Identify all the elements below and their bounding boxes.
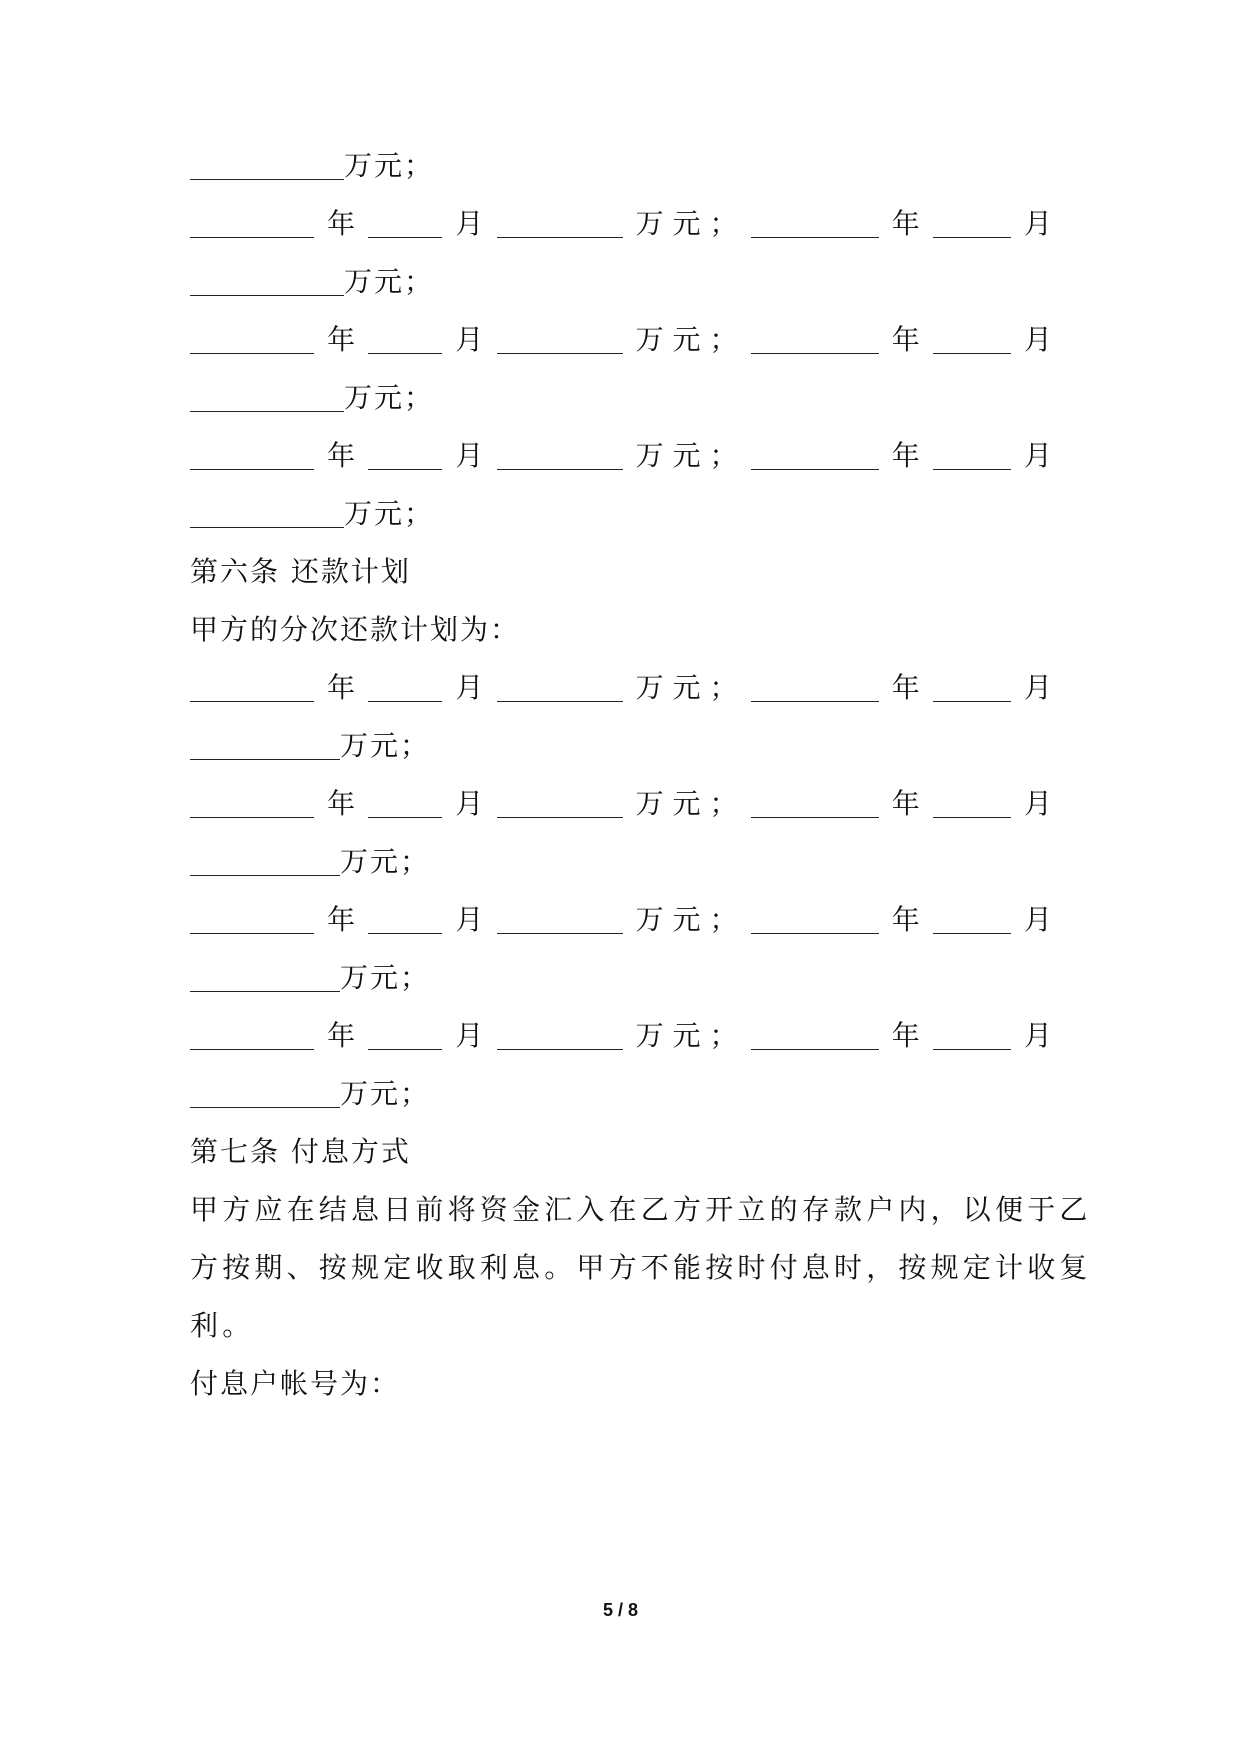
amount-blank [497, 209, 623, 238]
year-label: 年 [327, 671, 356, 704]
year-label: 年 [327, 207, 356, 240]
year-blank [751, 789, 879, 818]
article-7-paragraph-line: 甲方应在结息日前将资金汇入在乙方开立的存款户内，以便于乙 [190, 1193, 1092, 1226]
month-label: 月 [455, 1019, 484, 1052]
unit-label: 万 元 ； [635, 671, 738, 704]
amount-blank [190, 731, 340, 760]
year-blank [751, 905, 879, 934]
year-blank [751, 673, 879, 702]
year-blank [190, 325, 314, 354]
month-label: 月 [1023, 787, 1052, 820]
year-blank [190, 441, 314, 470]
month-label: 月 [1023, 439, 1052, 472]
amount-blank [497, 789, 623, 818]
unit-label: 万元； [340, 1077, 431, 1110]
month-label: 月 [455, 787, 484, 820]
unit-label: 万 元 ； [635, 1019, 738, 1052]
month-blank [368, 789, 442, 818]
year-label: 年 [891, 787, 920, 820]
year-blank [751, 1021, 879, 1050]
unit-label: 万 元 ； [635, 903, 738, 936]
month-blank [368, 905, 442, 934]
month-blank [933, 905, 1011, 934]
unit-label: 万元； [344, 149, 435, 182]
schedule-row [190, 436, 1052, 476]
month-label: 月 [1023, 671, 1052, 704]
year-label: 年 [327, 1019, 356, 1052]
year-label: 年 [891, 1019, 920, 1052]
month-label: 月 [455, 903, 484, 936]
unit-label: 万元； [340, 729, 431, 762]
schedule-row [190, 900, 1052, 940]
unit-label: 万元； [340, 845, 431, 878]
month-label: 月 [455, 671, 484, 704]
year-blank [190, 209, 314, 238]
amount-blank [497, 441, 623, 470]
amount-blank [497, 1021, 623, 1050]
month-label: 月 [455, 439, 484, 472]
schedule-row [190, 784, 1052, 824]
schedule-tail-line [190, 726, 1052, 766]
unit-label: 万元； [340, 961, 431, 994]
month-blank [368, 441, 442, 470]
unit-label: 万元； [344, 381, 435, 414]
year-label: 年 [327, 903, 356, 936]
year-label: 年 [327, 787, 356, 820]
year-blank [751, 209, 879, 238]
schedule-tail-line [190, 262, 1052, 302]
page-number: 5 / 8 [602, 1600, 639, 1620]
unit-label: 万 元 ； [635, 207, 738, 240]
month-blank [933, 789, 1011, 818]
schedule-row [190, 1016, 1052, 1056]
amount-blank [190, 151, 344, 180]
amount-blank [497, 905, 623, 934]
unit-label: 万 元 ； [635, 787, 738, 820]
year-label: 年 [891, 323, 920, 356]
month-blank [933, 325, 1011, 354]
month-blank [368, 325, 442, 354]
unit-label: 万 元 ； [635, 439, 738, 472]
article-7-paragraph-line: 方按期、按规定收取利息。甲方不能按时付息时，按规定计收复 [190, 1251, 1092, 1284]
schedule-tail-line [190, 842, 1052, 882]
month-label: 月 [455, 323, 484, 356]
year-label: 年 [327, 323, 356, 356]
amount-blank [497, 325, 623, 354]
article-7-heading: 第七条 付息方式 [190, 1135, 411, 1168]
schedule-row [190, 204, 1052, 244]
schedule-tail-line [190, 146, 1052, 186]
schedule-row [190, 668, 1052, 708]
schedule-row [190, 320, 1052, 360]
schedule-tail-line [190, 378, 1052, 418]
month-blank [933, 209, 1011, 238]
year-blank [751, 325, 879, 354]
month-blank [933, 441, 1011, 470]
month-blank [368, 1021, 442, 1050]
year-blank [190, 1021, 314, 1050]
amount-blank [190, 847, 340, 876]
month-label: 月 [1023, 207, 1052, 240]
year-blank [190, 905, 314, 934]
month-label: 月 [1023, 1019, 1052, 1052]
month-blank [933, 1021, 1011, 1050]
unit-label: 万元； [344, 265, 435, 298]
year-blank [190, 789, 314, 818]
amount-blank [190, 383, 344, 412]
amount-blank [190, 1079, 340, 1108]
amount-blank [190, 963, 340, 992]
month-blank [933, 673, 1011, 702]
month-label: 月 [1023, 903, 1052, 936]
article-7-paragraph-line: 利。 [190, 1309, 255, 1342]
year-label: 年 [891, 671, 920, 704]
year-blank [751, 441, 879, 470]
schedule-tail-line [190, 958, 1052, 998]
schedule-tail-line [190, 1074, 1052, 1114]
unit-label: 万 元 ； [635, 323, 738, 356]
month-label: 月 [455, 207, 484, 240]
amount-blank [190, 267, 344, 296]
month-blank [368, 209, 442, 238]
year-label: 年 [891, 439, 920, 472]
year-label: 年 [327, 439, 356, 472]
amount-blank [190, 499, 344, 528]
year-blank [190, 673, 314, 702]
article-6-heading: 第六条 还款计划 [190, 555, 411, 588]
year-label: 年 [891, 903, 920, 936]
article-6-intro: 甲方的分次还款计划为： [190, 613, 521, 646]
month-blank [368, 673, 442, 702]
month-label: 月 [1023, 323, 1052, 356]
unit-label: 万元； [344, 497, 435, 530]
account-number-label: 付息户帐号为： [190, 1367, 401, 1400]
year-label: 年 [891, 207, 920, 240]
schedule-tail-line [190, 494, 1052, 534]
amount-blank [497, 673, 623, 702]
